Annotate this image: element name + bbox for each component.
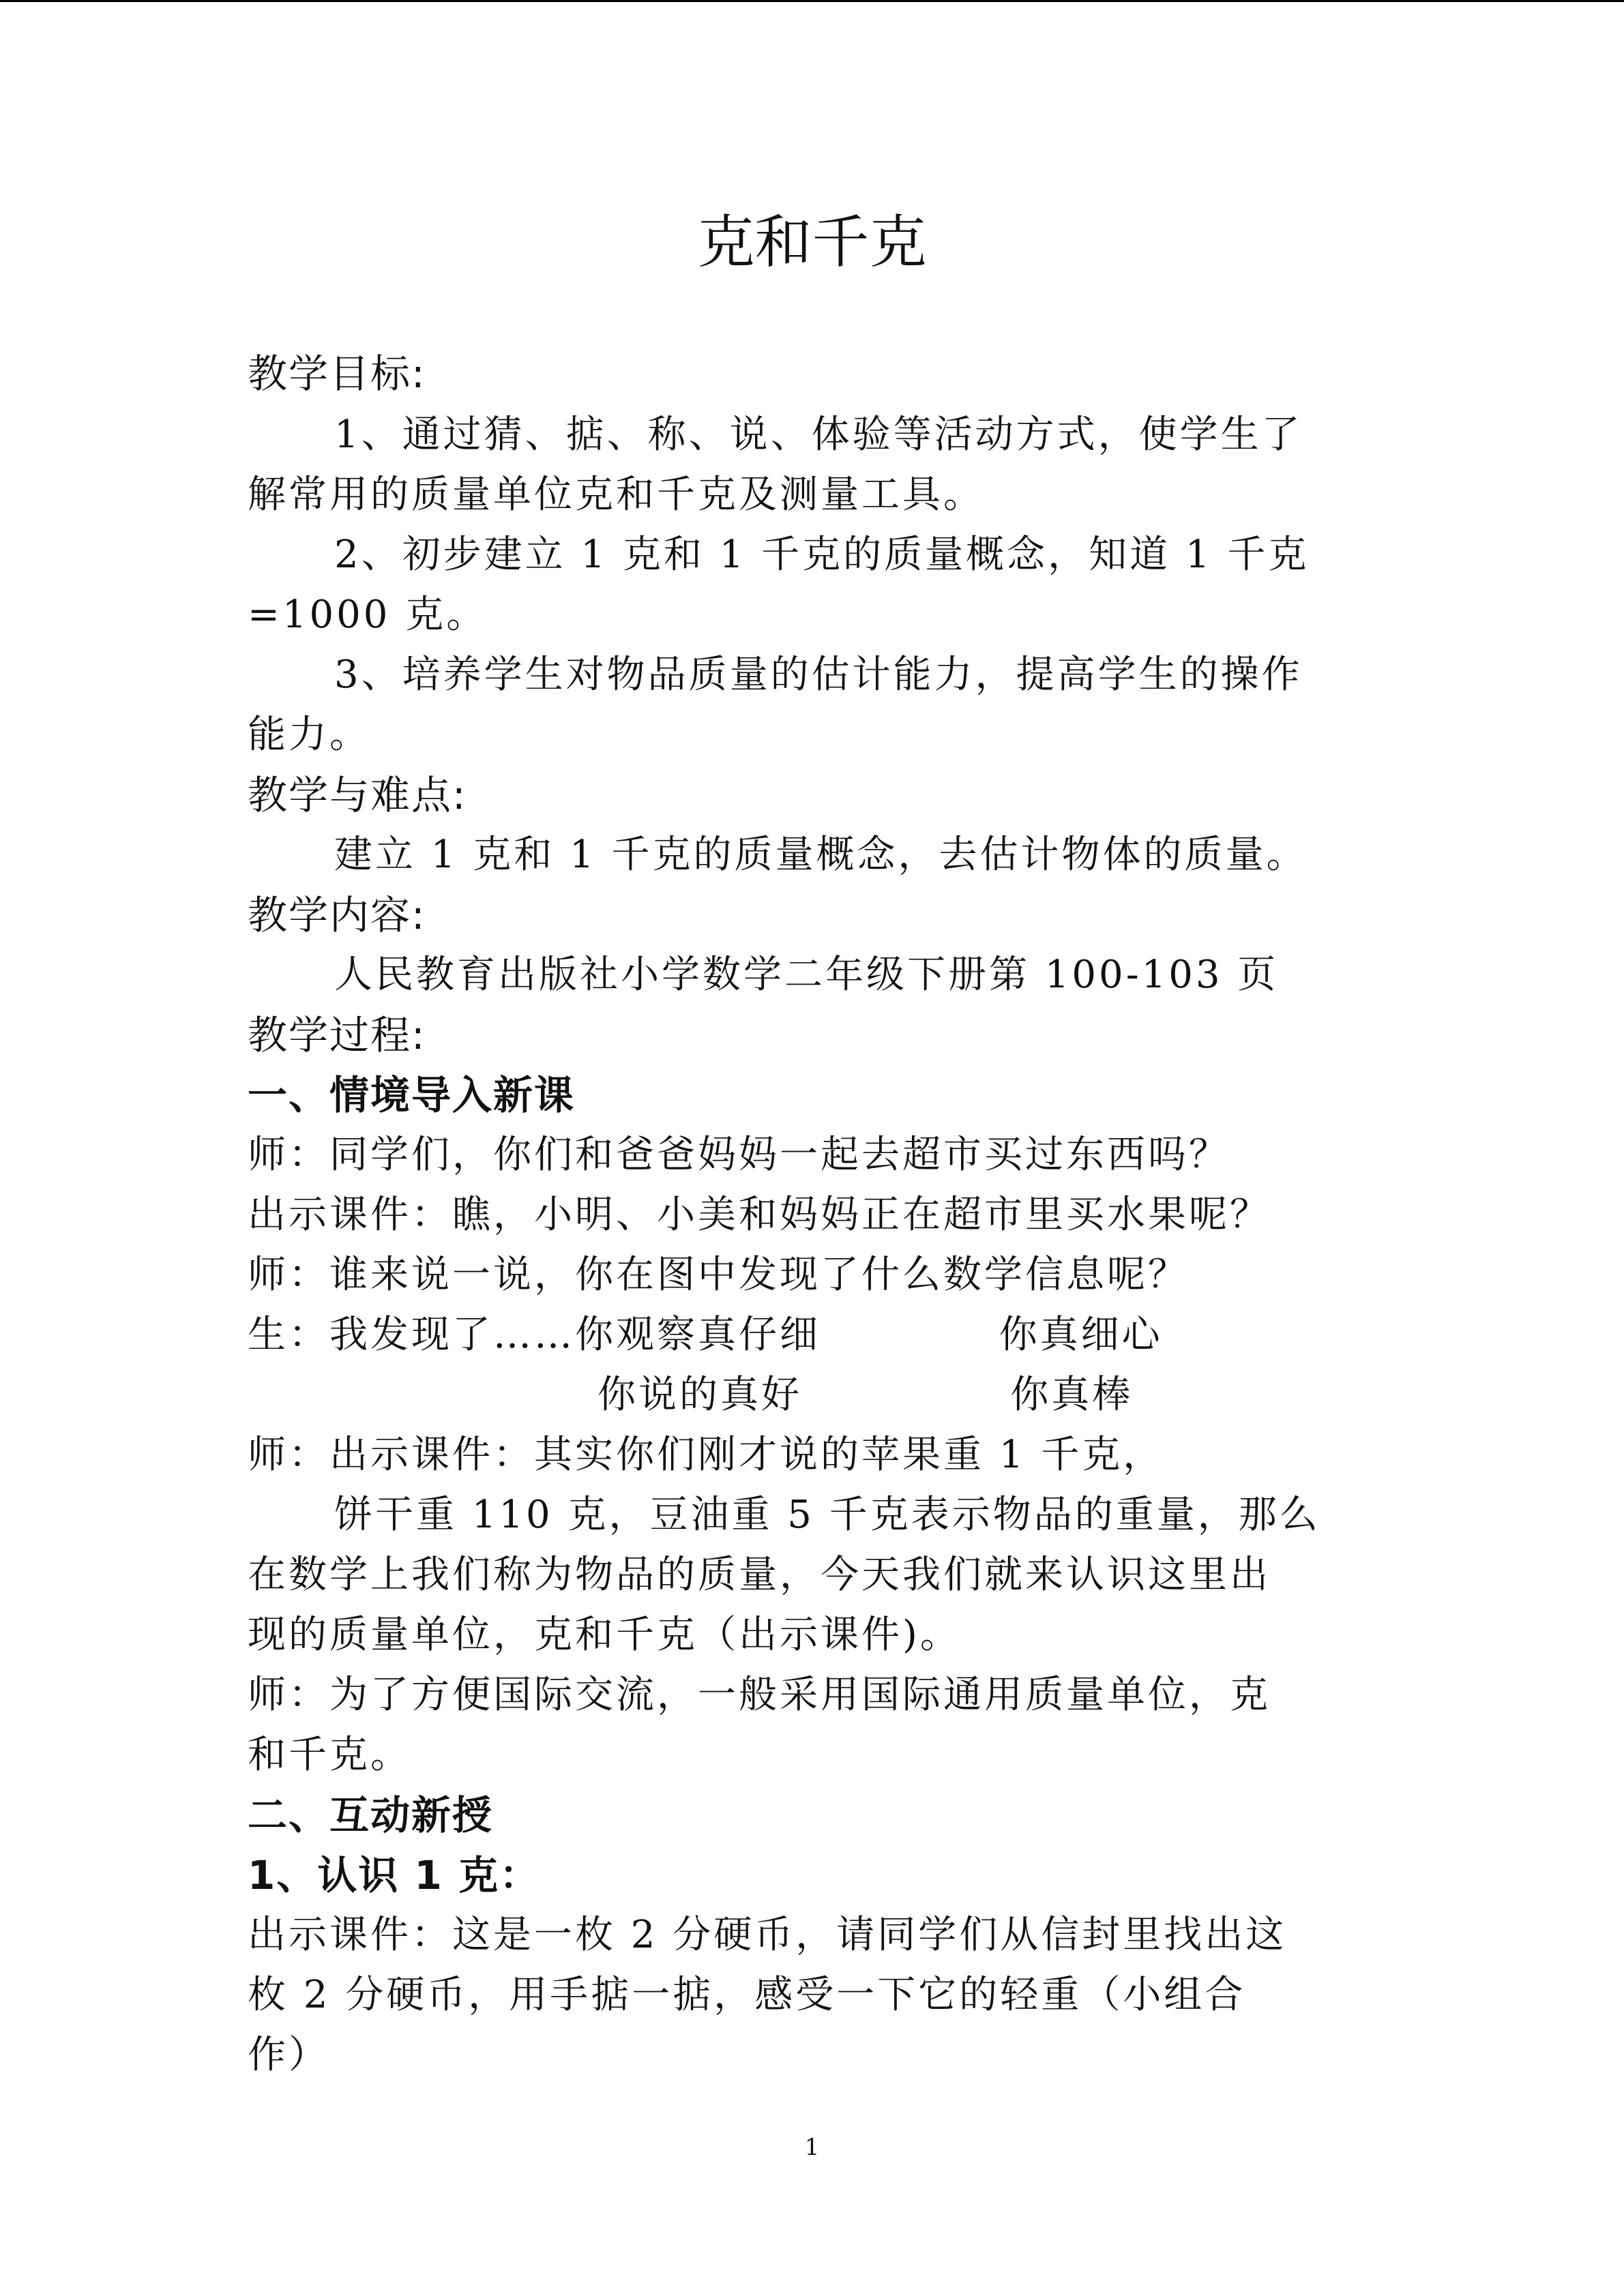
body-line: 建立 1 克和 1 千克的质量概念，去估计物体的质量。 (334, 833, 1308, 877)
dialogue-line: 师：谁来说一说，你在图中发现了什么数学信息呢？ (248, 1253, 1189, 1297)
body-line: 作） (248, 2033, 329, 2077)
document-title: 克和千克 (697, 209, 927, 275)
body-line: =1000 克。 (248, 593, 488, 637)
dialogue-line: 师：同学们，你们和爸爸妈妈一起去超市买过东西吗？ (248, 1133, 1230, 1177)
section-heading-objectives: 教学目标: (248, 351, 426, 397)
page-number: 1 (804, 2134, 820, 2161)
subsection-heading: 二、互动新授 (248, 1792, 494, 1838)
body-line: 和千克。 (248, 1733, 411, 1777)
dialogue-line: 生：我发现了……你观察真仔细 你真细心 (248, 1313, 1163, 1357)
body-line: 在数学上我们称为物品的质量，今天我们就来认识这里出 (248, 1553, 1271, 1597)
subsection-heading: 1、认识 1 克： (248, 1852, 541, 1898)
body-line: 2、初步建立 1 克和 1 千克的质量概念，知道 1 千克 (334, 533, 1310, 577)
body-line: 能力。 (248, 713, 370, 757)
section-heading-content: 教学内容: (248, 892, 426, 938)
body-line: 枚 2 分硬币，用手掂一掂，感受一下它的轻重（小组合 (248, 1973, 1246, 2017)
dialogue-line: 师：出示课件：其实你们刚才说的苹果重 1 千克， (248, 1433, 1164, 1477)
body-line: 解常用的质量单位克和千克及测量工具。 (248, 473, 984, 517)
body-line: 出示课件：这是一枚 2 分硬币，请同学们从信封里找出这 (248, 1913, 1287, 1957)
dialogue-line: 出示课件：瞧，小明、小美和妈妈正在超市里买水果呢？ (248, 1193, 1271, 1237)
subsection-heading: 一、情境导入新课 (248, 1072, 576, 1118)
body-line: 3、培养学生对物品质量的估计能力，提高学生的操作 (334, 653, 1303, 697)
section-heading-process: 教学过程: (248, 1012, 426, 1058)
section-heading-key-points: 教学与难点: (248, 772, 467, 818)
dialogue-line: 你说的真好 你真棒 (597, 1373, 1134, 1417)
body-line: 人民教育出版社小学数学二年级下册第 100-103 页 (334, 953, 1279, 997)
dialogue-line: 师：为了方便国际交流，一般采用国际通用质量单位，克 (248, 1673, 1271, 1717)
body-line: 1、通过猜、掂、称、说、体验等活动方式，使学生了 (334, 413, 1303, 457)
body-line: 现的质量单位，克和千克（出示课件)。 (248, 1613, 961, 1657)
body-line: 饼干重 110 克，豆油重 5 千克表示物品的重量，那么 (334, 1493, 1320, 1537)
